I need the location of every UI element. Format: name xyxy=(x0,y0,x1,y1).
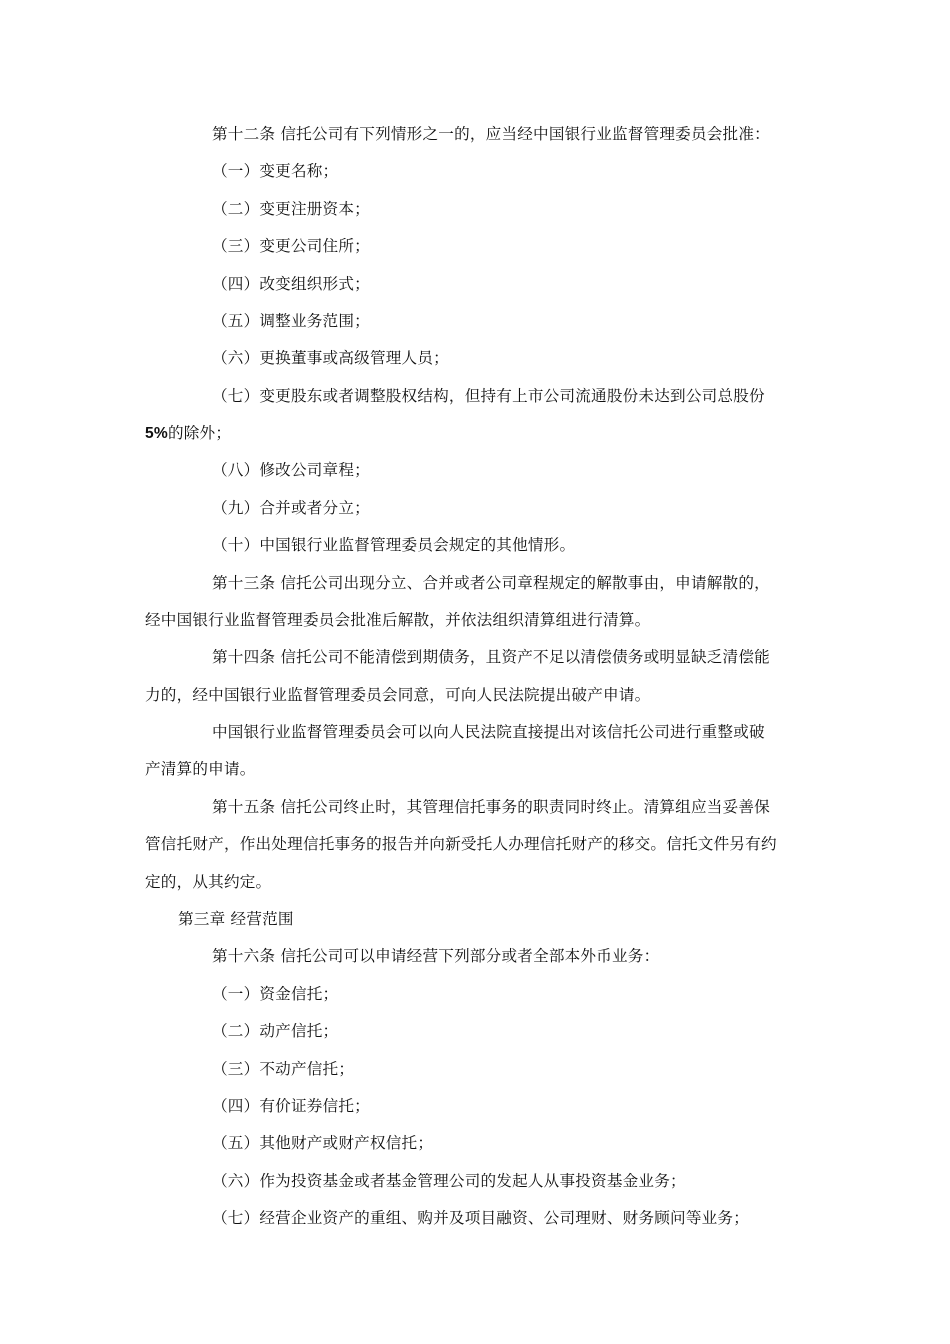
list-item: （五）其他财产或财产权信托； xyxy=(212,1134,434,1152)
list-item: （九）合并或者分立； xyxy=(212,499,370,517)
list-item: （三）变更公司住所； xyxy=(212,237,370,255)
paragraph: 中国银行业监督管理委员会可以向人民法院直接提出对该信托公司进行重整或破 xyxy=(212,723,765,741)
list-item: （十）中国银行业监督管理委员会规定的其他情形。 xyxy=(212,536,576,554)
list-item: （五）调整业务范围； xyxy=(212,312,370,330)
article-16-heading: 第十六条 信托公司可以申请经营下列部分或者全部本外币业务： xyxy=(212,947,660,965)
list-item: （二）动产信托； xyxy=(212,1022,339,1040)
article-15-paragraph: 定的，从其约定。 xyxy=(145,873,272,891)
list-item: （四）有价证券信托； xyxy=(212,1097,370,1115)
list-item: （六）作为投资基金或者基金管理公司的发起人从事投资基金业务； xyxy=(212,1172,686,1190)
list-item: （二）变更注册资本； xyxy=(212,200,370,218)
chapter-3-heading: 第三章 经营范围 xyxy=(178,910,294,928)
article-14-paragraph: 第十四条 信托公司不能清偿到期债务，且资产不足以清偿债务或明显缺乏清偿能 xyxy=(212,648,770,666)
list-item-continuation xyxy=(145,423,231,444)
article-12-heading: 第十二条 信托公司有下列情形之一的，应当经中国银行业监督管理委员会批准： xyxy=(212,125,770,143)
paragraph: 产清算的申请。 xyxy=(145,760,256,778)
article-14-paragraph: 力的，经中国银行业监督管理委员会同意，可向人民法院提出破产申请。 xyxy=(145,686,651,704)
list-item: （六）更换董事或高级管理人员； xyxy=(212,349,449,367)
percent-value: 5% xyxy=(145,425,168,442)
list-item: （一）变更名称； xyxy=(212,162,339,180)
list-item: （七）经营企业资产的重组、购并及项目融资、公司理财、财务顾问等业务； xyxy=(212,1209,749,1227)
list-item: （一）资金信托； xyxy=(212,985,339,1003)
article-13-paragraph: 经中国银行业监督管理委员会批准后解散，并依法组织清算组进行清算。 xyxy=(145,611,651,629)
list-item: （八）修改公司章程； xyxy=(212,461,370,479)
list-item: （四）改变组织形式； xyxy=(212,275,370,293)
article-15-paragraph: 第十五条 信托公司终止时，其管理信托事务的职责同时终止。清算组应当妥善保 xyxy=(212,798,770,816)
list-item: （七）变更股东或者调整股权结构，但持有上市公司流通股份未达到公司总股份 xyxy=(212,387,765,405)
article-13-paragraph: 第十三条 信托公司出现分立、合并或者公司章程规定的解散事由，申请解散的， xyxy=(212,574,770,592)
list-item: （三）不动产信托； xyxy=(212,1060,355,1078)
article-15-paragraph: 管信托财产，作出处理信托事务的报告并向新受托人办理信托财产的移交。信托文件另有约 xyxy=(145,835,777,853)
list-item-continuation-text: 的除外； xyxy=(167,424,232,442)
